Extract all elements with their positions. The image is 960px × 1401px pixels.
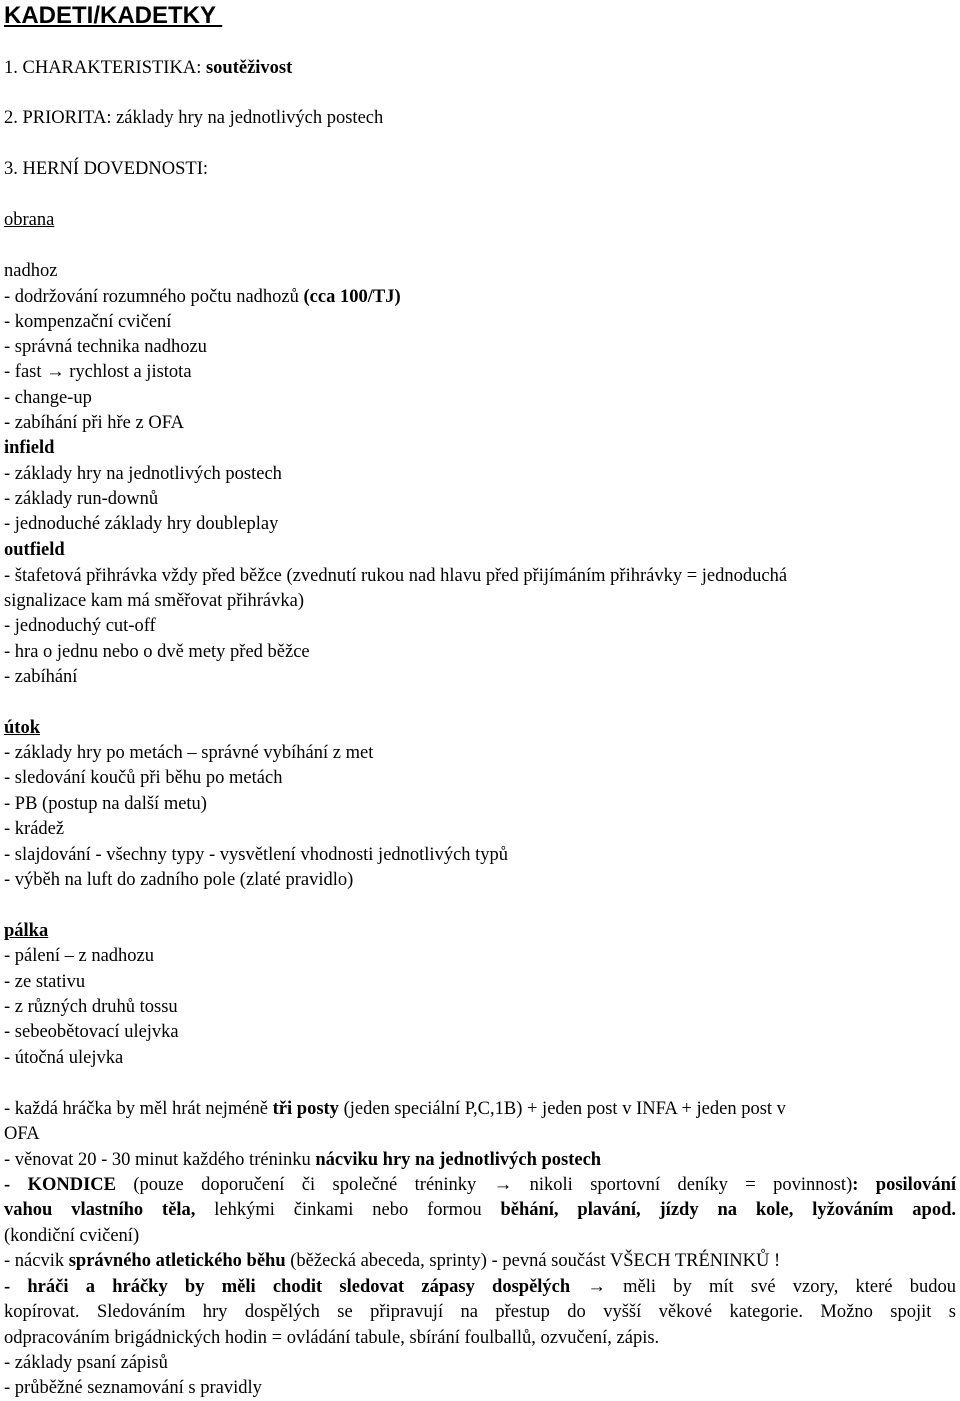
- list-item: - útočná ulejvka: [4, 1048, 124, 1068]
- list-item: - sebeobětovací ulejvka: [4, 1022, 179, 1042]
- list-item: - dodržování rozumného počtu nadhozů (cca 100/TJ): [4, 287, 401, 307]
- note-watching-cont2: odpracováním brigádnických hodin = ovládání tabule, sbírání foulballů, ozvučení, zápis.: [4, 1328, 660, 1348]
- list-item: - zabíhání při hře z OFA: [4, 413, 184, 433]
- note-condition-cont2: (kondiční cvičení): [4, 1226, 140, 1246]
- list-item: - základy hry po metách – správné vybíhání z met: [4, 743, 374, 763]
- note-training: - věnovat 20 - 30 minut každého tréninku nácviku hry na jednotlivých postech: [4, 1150, 602, 1170]
- list-item: - základy hry na jednotlivých postech: [4, 464, 282, 484]
- list-item: - z různých druhů tossu: [4, 997, 178, 1017]
- list-item: - kompenzační cvičení: [4, 312, 172, 332]
- note-scoresheets: - základy psaní zápisů: [4, 1353, 168, 1373]
- list-item: - fast → rychlost a jistota: [4, 362, 192, 382]
- note-watching-cont: kopírovat. Sledováním hry dospělých se připravují na přestup do vyšší věkové kategorie. Možno spojit s: [4, 1302, 956, 1322]
- heading-nadhoz: nadhoz: [4, 261, 58, 281]
- list-item: - výběh na luft do zadního pole (zlaté pravidlo): [4, 870, 354, 890]
- list-item: - hra o jednu nebo o dvě mety před běžce: [4, 642, 310, 662]
- list-item: - jednoduchý cut-off: [4, 616, 156, 636]
- note-watching: - hráči a hráčky by měli chodit sledovat zápasy dospělých → měli by mít své vzory, které budou: [4, 1277, 956, 1297]
- list-item: - pálení – z nadhozu: [4, 946, 154, 966]
- list-item: - krádež: [4, 819, 65, 839]
- note-posts: - každá hráčka by měl hrát nejméně tři posty (jeden speciální P,C,1B) + jeden post v INFA + jeden post v: [4, 1099, 786, 1119]
- list-item: - sledování koučů při běhu po metách: [4, 768, 283, 788]
- list-item: - štafetová přihrávka vždy před běžce (zvednutí rukou nad hlavu před přijímáním přihrávky = jednoduchá: [4, 566, 788, 586]
- heading-outfield: outfield: [4, 540, 65, 560]
- list-item: - zabíhání: [4, 667, 78, 687]
- list-item: - change-up: [4, 388, 92, 408]
- heading-palka: pálka: [4, 921, 49, 941]
- section-priority: 2. PRIORITA: základy hry na jednotlivých postech: [4, 108, 384, 128]
- list-item: signalizace kam má směřovat přihrávka): [4, 591, 304, 611]
- list-item: - ze stativu: [4, 972, 86, 992]
- list-item: - jednoduché základy hry doubleplay: [4, 514, 279, 534]
- note-posts-cont: OFA: [4, 1124, 40, 1144]
- list-item: - PB (postup na další metu): [4, 794, 207, 814]
- heading-infield: infield: [4, 438, 55, 458]
- note-running: - nácvik správného atletického běhu (běžecká abeceda, sprinty) - pevná součást VŠECH TRÉNINKŮ !: [4, 1251, 781, 1271]
- list-item: - základy run-downů: [4, 489, 159, 509]
- list-item: - správná technika nadhozu: [4, 337, 207, 357]
- note-condition-cont: vahou vlastního těla, lehkými činkami nebo formou běhání, plavání, jízdy na kole, lyžováním apod.: [4, 1200, 957, 1220]
- section-skills: 3. HERNÍ DOVEDNOSTI:: [4, 159, 208, 179]
- note-rules: - průběžné seznamování s pravidly: [4, 1378, 262, 1398]
- section-characteristics: 1. CHARAKTERISTIKA: soutěživost: [4, 58, 293, 78]
- note-condition: - KONDICE (pouze doporučení či společné tréninky → nikoli sportovní deníky = povinnost): posilování: [4, 1175, 957, 1195]
- heading-utok: útok: [4, 718, 40, 738]
- page-title: KADETI/KADETKY: [4, 2, 223, 29]
- heading-obrana: obrana: [4, 210, 55, 230]
- list-item: - slajdování - všechny typy - vysvětlení vhodnosti jednotlivých typů: [4, 845, 509, 865]
